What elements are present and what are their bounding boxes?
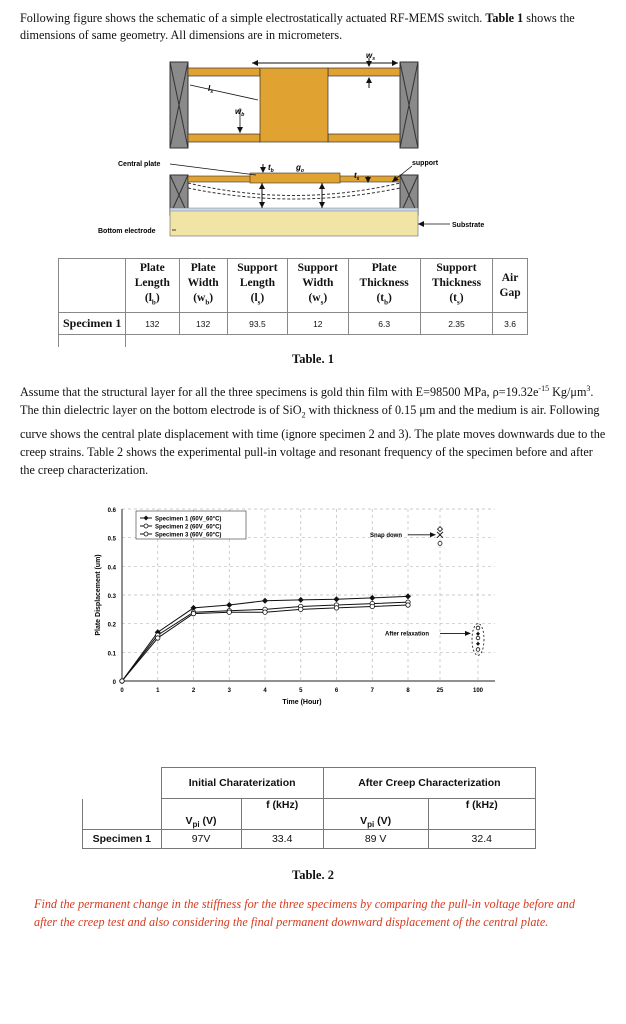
after-relaxation-label: After relaxation [385, 631, 430, 638]
label-ws: $w_s$ [366, 51, 376, 62]
label-tb: $t_b$ [268, 163, 274, 174]
y-axis-label: Plate Displacement (um) [95, 554, 102, 636]
para-text-1: Assume that the structural layer for all the three specimens is gold thin film with E=98500 MPa, ρ=19.32e [20, 385, 539, 400]
after-relaxation-point [476, 648, 480, 652]
series-point [262, 598, 268, 604]
after-relaxation-point [476, 632, 480, 636]
table2-row [83, 830, 536, 849]
table1-cell: 132 [126, 313, 180, 335]
table1-cell: 3.6 [493, 313, 528, 335]
switch-schematic [0, 50, 626, 250]
intro-part2: shows the dimensions of same geometry. All dimensions are in micrometers. [20, 11, 575, 42]
table1-header-line: Support [237, 262, 278, 274]
table1-empty-row [59, 335, 528, 348]
chart-annotations [370, 527, 484, 656]
table1-header-symbol: $(t_b)$ [376, 292, 392, 307]
para-sup-2: 3 [586, 384, 591, 393]
y-tick-label: 0.4 [107, 565, 116, 572]
intro-bold: Table 1 [485, 11, 524, 25]
series-point [370, 604, 374, 608]
table2-cell: 89 V [323, 830, 428, 849]
series-point [120, 679, 124, 683]
label-wb: $w_b$ [235, 107, 245, 118]
para-text-4: with thickness of 0.15 μm and the medium is air. Following curve shows the central plate displacement with time (ignore specimen 2 and 3). The plate moves downwards due to the creep strains. Table 2 shows the experimental pull-in voltage and resonant frequency of the specimen before and after the creep characterization. [20, 403, 606, 478]
table2-cell: 33.4 [241, 830, 323, 849]
table2-empty-cell [83, 799, 162, 830]
table1-header-line: Plate [371, 262, 397, 274]
table2-row-label: Specimen 1 [83, 830, 162, 849]
table1-cell: 93.5 [227, 313, 287, 335]
legend-label: Specimen 2 (60V_60°C) [155, 524, 222, 531]
x-tick-label: 100 [472, 688, 484, 694]
x-tick-label: 3 [227, 688, 231, 694]
chart-legend [136, 511, 246, 539]
table1-header [179, 259, 227, 313]
series-point [369, 595, 375, 601]
series-point [405, 593, 411, 599]
label-ts: $t_s$ [354, 171, 360, 182]
table1-header [420, 259, 492, 313]
x-axis-label: Time (Hour) [282, 699, 322, 706]
table1-row-label: Specimen 1 [59, 313, 126, 335]
x-tick-label: 2 [191, 688, 196, 694]
y-tick-label: 0.6 [107, 508, 116, 514]
x-tick-label: 5 [299, 688, 303, 694]
table1-header-symbol: $(l_b)$ [144, 292, 160, 307]
table1-header-symbol: $(l_s)$ [250, 292, 265, 307]
legend-marker [144, 524, 148, 528]
after-relaxation-arrowhead [465, 631, 471, 636]
table1-header-line: Air [501, 271, 519, 284]
chart-series [119, 593, 411, 684]
table1-caption: Table. 1 [292, 352, 334, 366]
table-2 [82, 767, 536, 849]
table2-subheader-row [83, 799, 536, 830]
table2-vpi-after: $V_{pi}$ (V) [323, 799, 428, 830]
series-point [299, 607, 303, 611]
para-sub-1: 2 [301, 410, 306, 420]
table1-header-line: Length [239, 277, 275, 289]
x-tick-label: 0 [120, 688, 124, 694]
table-1 [58, 258, 528, 347]
snap-down-label: Snap down [370, 532, 402, 539]
table1-header-symbol: $(w_b)$ [193, 292, 214, 307]
table2-empty-cell [83, 768, 162, 799]
table1-header-line: Support [436, 262, 477, 274]
table1-header-line: Plate [190, 262, 216, 274]
table1-header-line: Width [302, 277, 334, 289]
table1-header [126, 259, 180, 313]
table1-header-line: Length [134, 277, 170, 289]
problem-paragraph [20, 380, 610, 480]
label-substrate: Substrate [452, 222, 485, 229]
table1-header-line: Plate [139, 262, 165, 274]
table1-header [227, 259, 287, 313]
label-g0: $g_o$ [296, 163, 304, 174]
table1-header-line: Thickness [431, 277, 482, 289]
after-relaxation-point [476, 642, 480, 646]
side-view [170, 164, 450, 236]
table1-header-line: Support [297, 262, 338, 274]
table1-header-line: Gap [499, 286, 521, 299]
table1-header [348, 259, 420, 313]
legend-marker [144, 532, 148, 536]
table1-corner [59, 259, 126, 313]
table1-cell: 6.3 [348, 313, 420, 335]
table1-cell: 132 [179, 313, 227, 335]
x-tick-label: 1 [156, 688, 160, 694]
table2-vpi-initial: $V_{pi}$ (V) [161, 799, 241, 830]
table2-f-initial: f (kHz) [241, 799, 323, 830]
after-relaxation-point [476, 626, 480, 630]
series-point [334, 606, 338, 610]
series-point [156, 636, 160, 640]
top-view [170, 58, 418, 148]
snap-down-arrowhead [430, 532, 436, 537]
table1-cell: 2.35 [420, 313, 492, 335]
table1-header-line: Width [187, 277, 219, 289]
x-tick-label: 6 [334, 688, 339, 694]
series-point [227, 610, 231, 614]
table1-header [493, 259, 528, 313]
y-tick-label: 0.1 [107, 651, 116, 658]
intro-text [20, 10, 610, 44]
table2-after-header: After Creep Characterization [323, 768, 535, 799]
intro-part1: Following figure shows the schematic of a simple electrostatically actuated RF-MEMS switch. [20, 11, 486, 25]
label-support: support [412, 160, 439, 167]
table2-cell: 97V [161, 830, 241, 849]
para-sup-1: -15 [538, 384, 550, 393]
table1-header-row [59, 259, 528, 313]
label-ls: $l_s$ [208, 84, 214, 95]
after-relaxation-point [476, 636, 480, 640]
legend-label: Specimen 3 (60V_60°C) [155, 532, 222, 539]
table2-f-after: f (kHz) [428, 799, 536, 830]
x-tick-label: 7 [370, 688, 374, 694]
table2-cell: 32.4 [428, 830, 536, 849]
series-point [263, 610, 267, 614]
snap-down-point [438, 541, 442, 545]
question-text: Find the permanent change in the stiffness for the three specimens by comparing the pull-in voltage before and after the creep test and also considering the final permanent downward displacement of the central plate. [34, 897, 575, 929]
y-tick-label: 0.3 [107, 594, 116, 600]
y-tick-label: 0 [112, 680, 116, 686]
table1-header-symbol: $(w_s)$ [308, 292, 328, 307]
table2-initial-header: Initial Charaterization [161, 768, 323, 799]
table1-cell: 12 [288, 313, 348, 335]
legend-label: Specimen 1 (60V_60°C) [155, 516, 222, 523]
para-text-3: . The thin dielectric layer on the bottom electrode is of SiO [20, 385, 594, 418]
label-central-plate: Central plate [118, 161, 161, 168]
table1-header [288, 259, 348, 313]
table1-empty-cell [59, 335, 126, 348]
label-bottom-electrode: Bottom electrode [98, 228, 156, 235]
displacement-chart [0, 500, 626, 706]
table1-header-symbol: $(t_s)$ [449, 292, 464, 307]
y-tick-label: 0.5 [107, 536, 116, 543]
table1-empty-cell [126, 335, 528, 348]
table1-header-line: Thickness [359, 277, 409, 289]
series-point [191, 611, 195, 615]
table2-header-row [83, 768, 536, 799]
x-tick-label: 8 [406, 688, 410, 694]
series-point [226, 602, 232, 608]
x-tick-label: 25 [436, 688, 444, 694]
y-tick-label: 0.2 [107, 622, 116, 629]
series-point [334, 596, 340, 602]
series-point [406, 603, 410, 607]
snap-down-point [438, 527, 443, 532]
para-text-2: Kg/μm [549, 385, 587, 400]
table2-caption: Table. 2 [292, 868, 334, 882]
x-tick-label: 4 [263, 688, 267, 694]
series-point [298, 597, 304, 603]
table1-row [59, 313, 528, 335]
